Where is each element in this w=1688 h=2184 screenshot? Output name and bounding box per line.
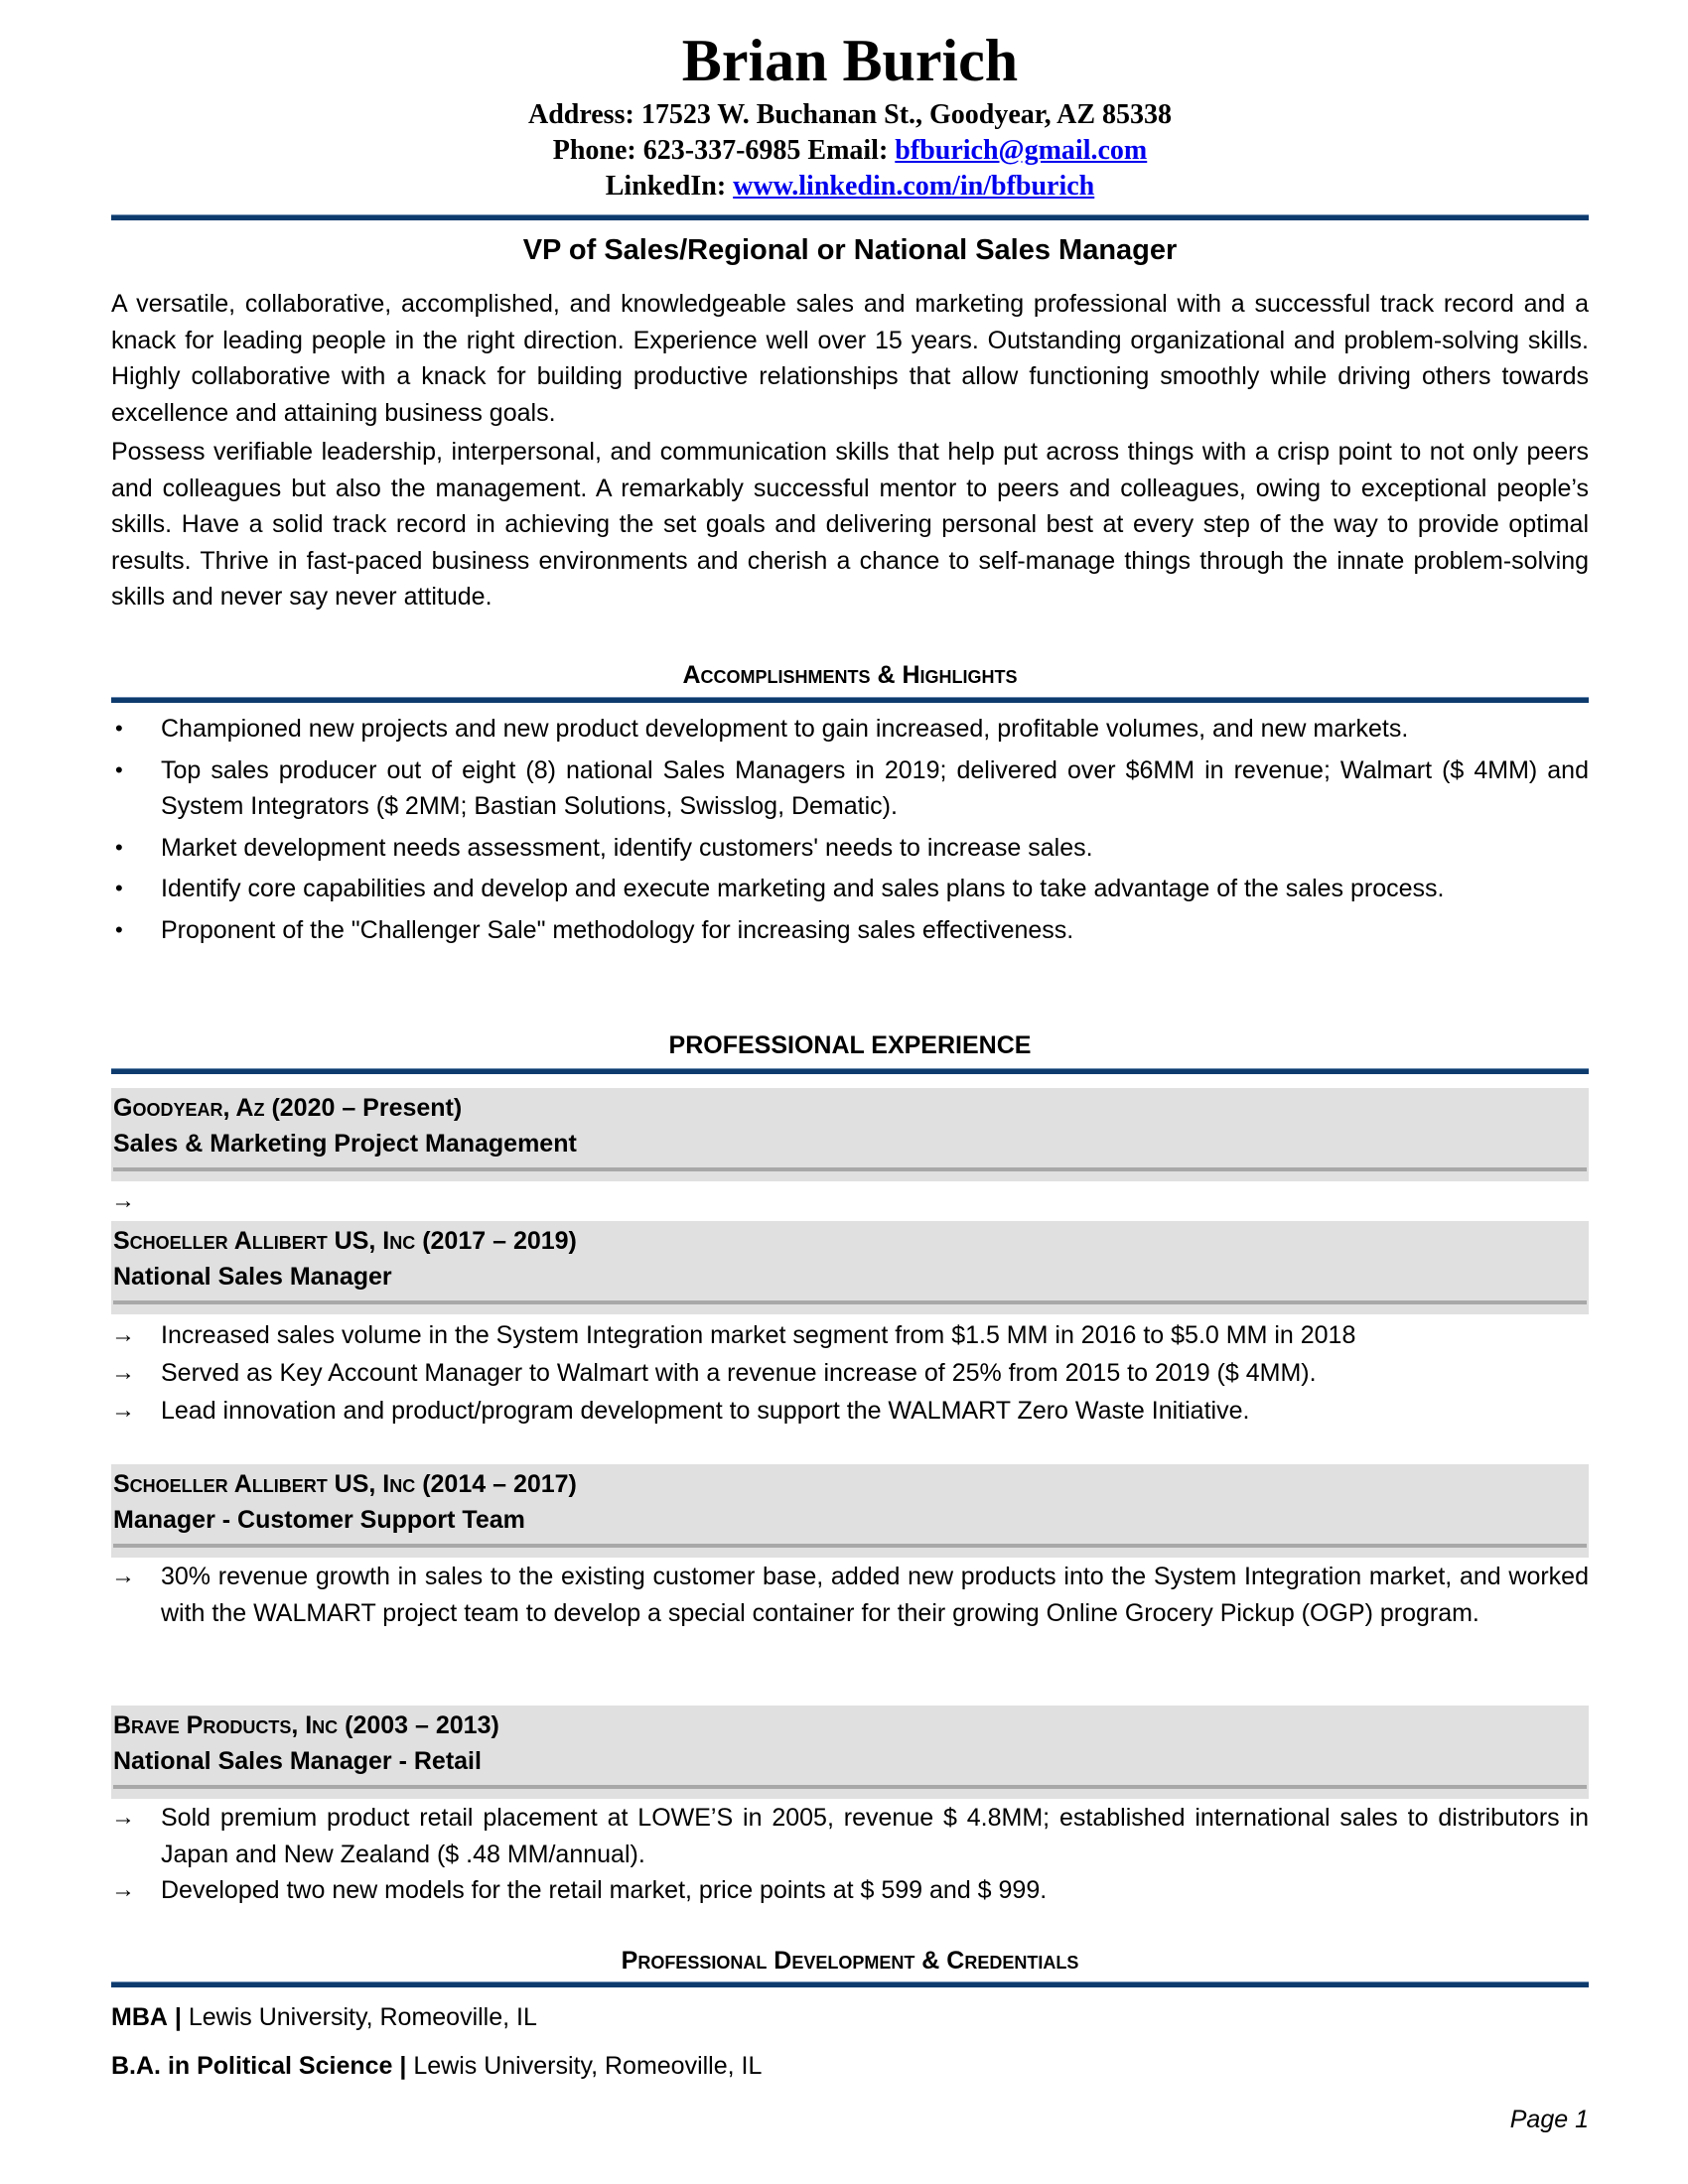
- job-role: National Sales Manager: [113, 1263, 392, 1291]
- job-dates: (2020 – Present): [271, 1094, 463, 1122]
- accomplishment-text: Identify core capabilities and develop and execute marketing and sales plans to take advantage of the sales process.: [161, 875, 1445, 902]
- education-divider: [111, 1981, 1589, 1987]
- bullet-icon: •: [115, 916, 123, 942]
- arrow-icon: →: [111, 1321, 135, 1348]
- job-header-rule: [113, 1167, 1587, 1171]
- job-bullets: [111, 1316, 1589, 1430]
- accomplishment-text: Proponent of the "Challenger Sale" methodology for increasing sales effectiveness.: [161, 915, 1074, 944]
- email-label: Email:: [807, 135, 889, 166]
- job-header: [111, 1221, 1589, 1314]
- accomplishment-item: [111, 711, 1589, 748]
- job-bullet: [111, 1872, 1589, 1909]
- arrow-icon: →: [111, 1804, 135, 1831]
- accomplishment-item: [111, 752, 1589, 825]
- accomplishment-text: Market development needs assessment, identify customers' needs to increase sales.: [161, 833, 1093, 862]
- phone-value: 623-337-6985: [642, 135, 801, 166]
- candidate-name: Brian Burich: [681, 28, 1019, 93]
- job-company: Brave Products, Inc: [113, 1711, 339, 1739]
- job-header: [111, 1706, 1589, 1799]
- accomplishment-item: [111, 871, 1589, 907]
- phone-email-line: [111, 133, 1589, 169]
- bullet-icon: •: [115, 716, 123, 741]
- job-bullets: [111, 1183, 1589, 1220]
- arrow-icon: →: [111, 1563, 135, 1589]
- job-company: Goodyear, Az: [113, 1094, 265, 1122]
- address-value: 17523 W. Buchanan St., Goodyear, AZ 85338: [640, 99, 1173, 130]
- bullet-icon: •: [115, 756, 123, 782]
- accomplishment-item: [111, 830, 1589, 867]
- experience-heading: PROFESSIONAL EXPERIENCE: [668, 1031, 1032, 1059]
- page-number: Page 1: [1509, 2106, 1589, 2133]
- email-link[interactable]: bfburich@gmail.com: [895, 135, 1148, 166]
- accomplishments-divider: [111, 697, 1589, 703]
- job-bullet: [111, 1354, 1589, 1392]
- education-item: [111, 2001, 537, 2033]
- job-role: Manager - Customer Support Team: [113, 1506, 525, 1534]
- education-separator: |: [174, 2003, 182, 2031]
- job-bullet-text: Sold premium product retail placement at LOWE’S in 2005, revenue $ 4.8MM; established international sales to distributors in Japan and New Zealand ($ .48 MM/annual).: [161, 1804, 1589, 1868]
- job-header-rule: [113, 1544, 1587, 1548]
- job-header: [111, 1088, 1589, 1181]
- job-company: Schoeller Allibert US, Inc: [113, 1227, 416, 1255]
- job-bullet-text: 30% revenue growth in sales to the existing customer base, added new products into the System Integration market, and worked with the WALMART project team to develop a special container for their growing Online Grocery Pickup (OGP) program.: [161, 1563, 1589, 1627]
- summary-paragraph-1: A versatile, collaborative, accomplished, and knowledgeable sales and marketing professional with a successful track record and a knack for leading people in the right direction. Experience well over 15 years. Outstanding organizational and problem-solving skills. Highly collaborative with a knack for building productive relationships that allow functioning smoothly while driving others towards excellence and attaining business goals.: [111, 290, 1589, 427]
- education-school: Lewis University, Romeoville, IL: [413, 2052, 763, 2080]
- address-label: Address:: [527, 99, 634, 130]
- job-bullets: [111, 1800, 1589, 1909]
- arrow-icon: →: [111, 1359, 135, 1386]
- arrow-icon: →: [111, 1397, 135, 1424]
- education-separator: |: [399, 2052, 407, 2080]
- job-header-rule: [113, 1785, 1587, 1789]
- education-item: [111, 2050, 762, 2082]
- job-bullets: [111, 1559, 1589, 1631]
- education-degree: MBA: [111, 2003, 168, 2031]
- linkedin-label: LinkedIn:: [605, 171, 727, 202]
- job-bullet: [111, 1183, 1589, 1220]
- job-bullet: [111, 1316, 1589, 1354]
- job-bullet-text: Served as Key Account Manager to Walmart with a revenue increase of 25% from 2015 to 2019 ($ 4MM).: [161, 1359, 1317, 1387]
- job-company-line: [111, 1090, 1589, 1126]
- job-bullet: [111, 1800, 1589, 1872]
- job-bullet-text: Lead innovation and product/program development to support the WALMART Zero Waste Initiative.: [161, 1397, 1250, 1425]
- accomplishments-list: [111, 711, 1589, 948]
- education-school: Lewis University, Romeoville, IL: [188, 2003, 537, 2031]
- linkedin-link[interactable]: www.linkedin.com/in/bfburich: [733, 171, 1095, 202]
- bullet-icon: •: [115, 834, 123, 860]
- accomplishment-text: Top sales producer out of eight (8) national Sales Managers in 2019; delivered over $6MM in revenue; Walmart ($ 4MM) and System Integrators ($ 2MM; Bastian Solutions, Swisslog, Dematic).: [161, 755, 1589, 820]
- accomplishment-item: [111, 912, 1589, 949]
- job-dates: (2014 – 2017): [422, 1470, 577, 1498]
- accomplishments-heading: Accomplishments & Highlights: [682, 661, 1018, 689]
- job-dates: (2003 – 2013): [345, 1711, 499, 1739]
- job-company: Schoeller Allibert US, Inc: [113, 1470, 416, 1498]
- header-divider: [111, 214, 1589, 220]
- job-bullet-text: Developed two new models for the retail market, price points at $ 599 and $ 999.: [161, 1876, 1048, 1904]
- job-company-line: [111, 1466, 1589, 1502]
- job-role: National Sales Manager - Retail: [113, 1747, 482, 1775]
- accomplishment-text: Championed new projects and new product development to gain increased, profitable volumes, and new markets.: [161, 715, 1409, 743]
- phone-label: Phone:: [552, 135, 636, 166]
- education-degree: B.A. in Political Science: [111, 2052, 393, 2080]
- job-bullet: [111, 1559, 1589, 1631]
- summary-paragraph-2: Possess verifiable leadership, interpersonal, and communication skills that help put across things with a crisp point to not only peers and colleagues but also the management. A remarkably successful mentor to peers and colleagues, owing to exceptional people’s skills. Have a solid track record in achieving the set goals and delivering personal best at every step of the way to provide optimal results. Thrive in fast-paced business environments and cherish a chance to self-manage things through the innate problem-solving skills and never say never attitude.: [111, 438, 1589, 611]
- job-role: Sales & Marketing Project Management: [113, 1130, 577, 1158]
- education-heading: Professional Development & Credentials: [621, 1947, 1079, 1975]
- job-bullet-text: Increased sales volume in the System Integration market segment from $1.5 MM in 2016 to $5.0 MM in 2018: [161, 1321, 1356, 1349]
- job-header-rule: [113, 1300, 1587, 1304]
- address-line: [111, 97, 1589, 133]
- bullet-icon: •: [115, 876, 123, 900]
- objective-title: VP of Sales/Regional or National Sales Manager: [522, 234, 1178, 266]
- job-company-line: [111, 1707, 1589, 1743]
- job-bullet: [111, 1392, 1589, 1430]
- arrow-icon: →: [111, 1876, 135, 1903]
- job-header: [111, 1464, 1589, 1558]
- arrow-icon: →: [111, 1187, 135, 1214]
- job-dates: (2017 – 2019): [422, 1227, 577, 1255]
- job-company-line: [111, 1223, 1589, 1259]
- linkedin-line: [111, 169, 1589, 205]
- experience-divider: [111, 1068, 1589, 1074]
